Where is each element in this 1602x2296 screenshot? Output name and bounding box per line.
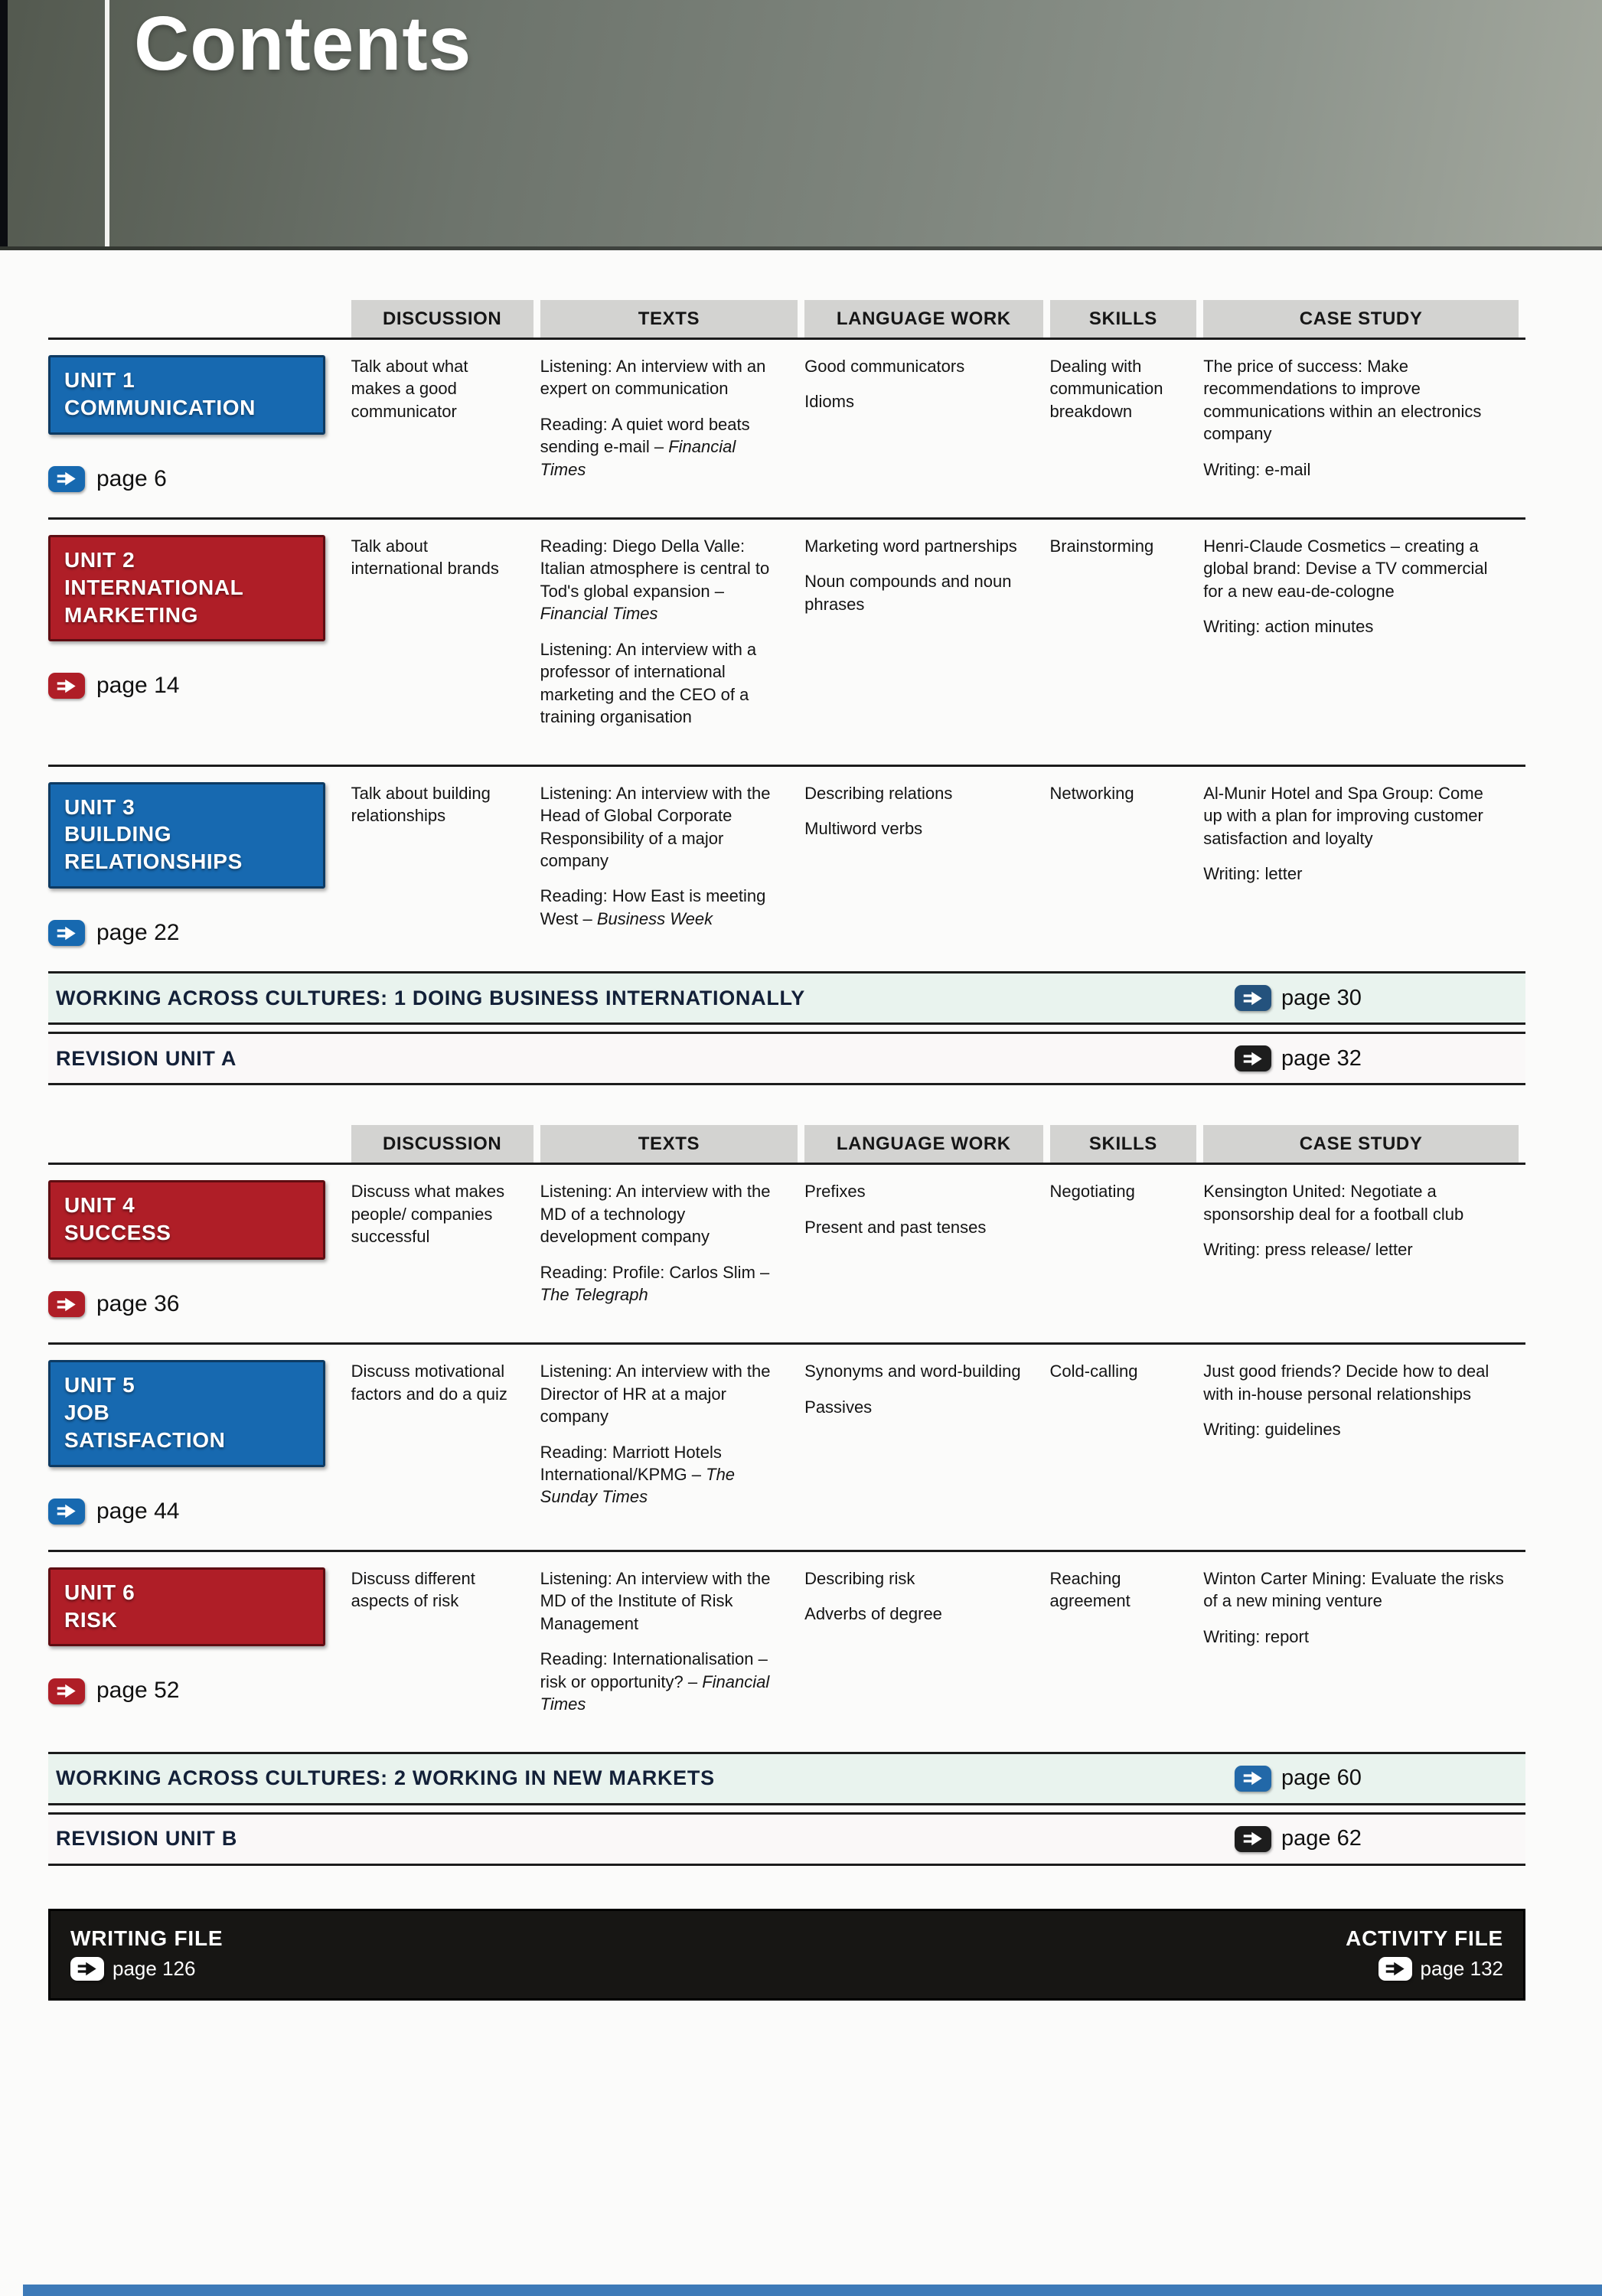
text-paragraph: The price of success: Make recommendations to improve communications within an electronics company (1203, 357, 1482, 444)
text-paragraph: Multiword verbs (804, 819, 923, 839)
arrow-right-icon[interactable] (48, 1678, 85, 1704)
arrow-right-icon[interactable] (1235, 1045, 1271, 1071)
unit-title-box[interactable] (48, 1180, 325, 1260)
case-study-cell (1203, 782, 1525, 949)
column-header: LANGUAGE WORK (804, 1125, 1042, 1163)
section-rows (48, 338, 1525, 1085)
unit-cell (48, 1567, 351, 1729)
text-paragraph: Talk about what makes a good communicator (351, 357, 468, 421)
language-work-cell (804, 1180, 1049, 1319)
units-section-1 (48, 300, 1525, 1085)
text-paragraph: Writing: press release/ letter (1203, 1240, 1413, 1260)
case-study-cell (1203, 1360, 1525, 1527)
unit-page-link[interactable]: page 44 (96, 1498, 180, 1524)
text-paragraph: Talk about international brands (351, 536, 499, 579)
discussion-cell (351, 1567, 540, 1729)
text-paragraph: Describing risk (804, 1568, 915, 1588)
text-paragraph: Cold-calling (1049, 1362, 1138, 1381)
band-label: REVISION UNIT B (56, 1827, 238, 1851)
unit-row (48, 1342, 1525, 1550)
units-section-2 (48, 1125, 1525, 1865)
column-headers (48, 1125, 1525, 1163)
text-paragraph: Listening: An interview with the MD of the Institute of Risk Management (540, 1568, 771, 1633)
text-paragraph: Negotiating (1049, 1182, 1135, 1202)
banner-divider-line (105, 0, 109, 246)
band-row (48, 1032, 1525, 1085)
text-paragraph: Reading: Profile: Carlos Slim – The Telegraph (540, 1262, 770, 1305)
text-paragraph: Listening: An interview with the Director of HR at a major company (540, 1362, 771, 1427)
band-page-ref[interactable] (1235, 985, 1510, 1011)
unit-page-ref[interactable] (48, 670, 331, 701)
arrow-right-icon[interactable] (48, 673, 85, 699)
unit-row (48, 338, 1525, 517)
discussion-cell (351, 1180, 540, 1319)
column-header: LANGUAGE WORK (804, 300, 1042, 338)
text-paragraph: Listening: An interview with the MD of a technology development company (540, 1182, 771, 1247)
case-study-cell (1203, 355, 1525, 494)
text-paragraph: Reading: Internationalisation – risk or opportunity? – Financial Times (540, 1649, 770, 1714)
writing-file-label: WRITING FILE (70, 1926, 223, 1951)
text-paragraph: Kensington United: Negotiate a sponsorship deal for a football club (1203, 1182, 1464, 1224)
unit-title-line: UNIT 1 (64, 368, 135, 392)
text-paragraph: Adverbs of degree (804, 1604, 942, 1624)
text-paragraph: Henri-Claude Cosmetics – creating a global brand: Devise a TV commercial for a new eau-de-cologne (1203, 536, 1488, 601)
column-header: DISCUSSION (351, 300, 533, 338)
band-label: WORKING ACROSS CULTURES: 1 DOING BUSINESS INTERNATIONALLY (56, 986, 805, 1009)
unit-page-ref[interactable] (48, 1289, 331, 1319)
unit-page-link[interactable]: page 22 (96, 920, 180, 946)
unit-title-line: JOB (64, 1400, 110, 1424)
band-page-ref[interactable] (1235, 1826, 1510, 1852)
page-edge-bar (23, 2285, 1602, 2296)
unit-title-box[interactable] (48, 355, 325, 435)
arrow-right-icon[interactable] (48, 920, 85, 946)
page-title: Contents (134, 1, 472, 86)
unit-title-line: UNIT 3 (64, 794, 135, 819)
unit-title-line: UNIT 5 (64, 1373, 135, 1397)
unit-title-line: BUILDING (64, 822, 172, 846)
skills-cell (1050, 355, 1204, 494)
text-paragraph: Reading: Marriott Hotels International/KPMG – The Sunday Times (540, 1442, 736, 1507)
unit-cell (48, 1180, 351, 1319)
text-paragraph: Networking (1049, 783, 1134, 803)
band-row (48, 971, 1525, 1025)
writing-file-page-link[interactable]: page 126 (113, 1957, 196, 1981)
text-paragraph: Writing: report (1203, 1626, 1309, 1646)
unit-title-line: COMMUNICATION (64, 395, 256, 419)
skills-cell (1050, 535, 1204, 742)
unit-title-box[interactable] (48, 782, 325, 889)
writing-file-page-ref[interactable] (70, 1957, 223, 1981)
text-paragraph: Reading: Diego Della Valle: Italian atmosphere is central to Tod's global expansion – Financial Times (540, 536, 770, 624)
band-page-link[interactable]: page 62 (1281, 1826, 1362, 1851)
text-paragraph: Discuss different aspects of risk (351, 1568, 475, 1611)
texts-cell (540, 1360, 804, 1527)
case-study-cell (1203, 1567, 1525, 1729)
unit-row (48, 1163, 1525, 1342)
text-paragraph: Writing: e-mail (1203, 459, 1311, 479)
discussion-cell (351, 782, 540, 949)
column-header: SKILLS (1050, 1125, 1197, 1163)
text-paragraph: Brainstorming (1049, 536, 1154, 556)
text-paragraph: Noun compounds and noun phrases (804, 572, 1012, 614)
text-paragraph: Al-Munir Hotel and Spa Group: Come up with a plan for improving customer satisfaction and loyalty (1203, 783, 1483, 848)
skills-cell (1050, 1180, 1204, 1319)
band-page-link[interactable]: page 60 (1281, 1766, 1362, 1791)
text-paragraph: Writing: action minutes (1203, 617, 1374, 637)
arrow-right-icon[interactable] (48, 1499, 85, 1525)
text-paragraph: Passives (804, 1397, 873, 1417)
language-work-cell (804, 1360, 1049, 1527)
band-page-ref[interactable] (1235, 1766, 1510, 1792)
arrow-right-icon[interactable] (70, 1957, 104, 1981)
language-work-cell (804, 535, 1049, 742)
column-header: DISCUSSION (351, 1125, 533, 1163)
language-work-cell (804, 355, 1049, 494)
section-rows (48, 1163, 1525, 1865)
column-header: SKILLS (1050, 300, 1197, 338)
text-paragraph: Writing: letter (1203, 864, 1303, 883)
language-work-cell (804, 782, 1049, 949)
unit-row (48, 517, 1525, 765)
text-paragraph: Describing relations (804, 783, 953, 803)
text-paragraph: Marketing word partnerships (804, 536, 1017, 556)
skills-cell (1050, 782, 1204, 949)
texts-cell (540, 782, 804, 949)
unit-page-link[interactable]: page 6 (96, 465, 167, 491)
language-work-cell (804, 1567, 1049, 1729)
text-paragraph: Reading: A quiet word beats sending e-mail – Financial Times (540, 414, 750, 479)
discussion-cell (351, 355, 540, 494)
arrow-right-icon[interactable] (1235, 1826, 1271, 1852)
unit-title-line: SATISFACTION (64, 1427, 226, 1452)
unit-cell (48, 1360, 351, 1527)
activity-file-page-link[interactable]: page 132 (1420, 1957, 1503, 1981)
column-headers (48, 300, 1525, 338)
texts-cell (540, 1180, 804, 1319)
writing-file-block (70, 1926, 223, 1981)
text-paragraph: Present and past tenses (804, 1217, 987, 1237)
text-paragraph: Just good friends? Decide how to deal with in-house personal relationships (1203, 1362, 1489, 1404)
case-study-cell (1203, 535, 1525, 742)
unit-page-ref[interactable] (48, 1675, 331, 1706)
activity-file-page-ref[interactable] (1346, 1957, 1503, 1981)
text-paragraph: Synonyms and word-building (804, 1362, 1021, 1381)
text-paragraph: Reading: How East is meeting West – Business Week (540, 886, 766, 928)
activity-file-block (1346, 1926, 1503, 1981)
band-page-link[interactable]: page 30 (1281, 985, 1362, 1010)
band-page-link[interactable]: page 32 (1281, 1045, 1362, 1071)
skills-cell (1050, 1567, 1204, 1729)
unit-page-link[interactable]: page 52 (96, 1678, 180, 1704)
contents-table (48, 300, 1525, 2001)
unit-cell (48, 355, 351, 494)
column-header: CASE STUDY (1203, 300, 1519, 338)
unit-title-line: UNIT 6 (64, 1580, 135, 1604)
band-label: WORKING ACROSS CULTURES: 2 WORKING IN NEW MARKETS (56, 1766, 715, 1790)
arrow-right-icon[interactable] (48, 466, 85, 492)
unit-title-line: INTERNATIONAL (64, 575, 244, 599)
text-paragraph: Winton Carter Mining: Evaluate the risks of a new mining venture (1203, 1568, 1504, 1611)
band-page-ref[interactable] (1235, 1045, 1510, 1071)
unit-page-link[interactable]: page 36 (96, 1290, 180, 1316)
unit-title-line: MARKETING (64, 602, 198, 627)
band-label: REVISION UNIT A (56, 1046, 237, 1070)
unit-page-link[interactable]: page 14 (96, 673, 180, 699)
arrow-right-icon[interactable] (1379, 1957, 1412, 1981)
unit-title-line: UNIT 4 (64, 1193, 135, 1218)
text-paragraph: Listening: An interview with an expert on communication (540, 357, 766, 399)
unit-page-ref[interactable] (48, 1496, 331, 1527)
text-paragraph: Writing: guidelines (1203, 1420, 1341, 1440)
activity-file-label: ACTIVITY FILE (1346, 1926, 1503, 1951)
page-header (0, 0, 1602, 250)
text-paragraph: Discuss motivational factors and do a quiz (351, 1362, 507, 1404)
arrow-right-icon[interactable] (1235, 985, 1271, 1011)
unit-title-line: UNIT 2 (64, 547, 135, 572)
text-paragraph: Discuss what makes people/ companies successful (351, 1182, 505, 1247)
case-study-cell (1203, 1180, 1525, 1319)
banner-left-edge (0, 0, 8, 246)
unit-title-box[interactable] (48, 1360, 325, 1466)
unit-title-line: RELATIONSHIPS (64, 850, 243, 874)
texts-cell (540, 535, 804, 742)
column-header: TEXTS (540, 300, 798, 338)
text-paragraph: Idioms (804, 392, 854, 412)
unit-title-line: SUCCESS (64, 1221, 171, 1245)
column-header: CASE STUDY (1203, 1125, 1519, 1163)
column-header: TEXTS (540, 1125, 798, 1163)
files-bar (48, 1909, 1525, 2001)
unit-title-box[interactable] (48, 535, 325, 641)
arrow-right-icon[interactable] (1235, 1766, 1271, 1792)
unit-row (48, 1550, 1525, 1752)
text-paragraph: Listening: An interview with a professor of international marketing and the CEO of a training organisation (540, 639, 757, 727)
skills-cell (1050, 1360, 1204, 1527)
text-paragraph: Listening: An interview with the Head of Global Corporate Responsibility of a major company (540, 783, 771, 870)
unit-cell (48, 782, 351, 949)
discussion-cell (351, 535, 540, 742)
text-paragraph: Talk about building relationships (351, 783, 491, 826)
unit-page-ref[interactable] (48, 918, 331, 948)
unit-page-ref[interactable] (48, 464, 331, 494)
unit-row (48, 765, 1525, 972)
unit-title-box[interactable] (48, 1567, 325, 1647)
text-paragraph: Good communicators (804, 357, 965, 376)
texts-cell (540, 1567, 804, 1729)
text-paragraph: Prefixes (804, 1182, 866, 1202)
text-paragraph: Reaching agreement (1049, 1568, 1131, 1611)
text-paragraph: Dealing with communication breakdown (1049, 357, 1163, 421)
unit-cell (48, 535, 351, 742)
texts-cell (540, 355, 804, 494)
band-row (48, 1752, 1525, 1805)
band-row (48, 1812, 1525, 1866)
unit-title-line: RISK (64, 1607, 118, 1632)
discussion-cell (351, 1360, 540, 1527)
arrow-right-icon[interactable] (48, 1291, 85, 1317)
